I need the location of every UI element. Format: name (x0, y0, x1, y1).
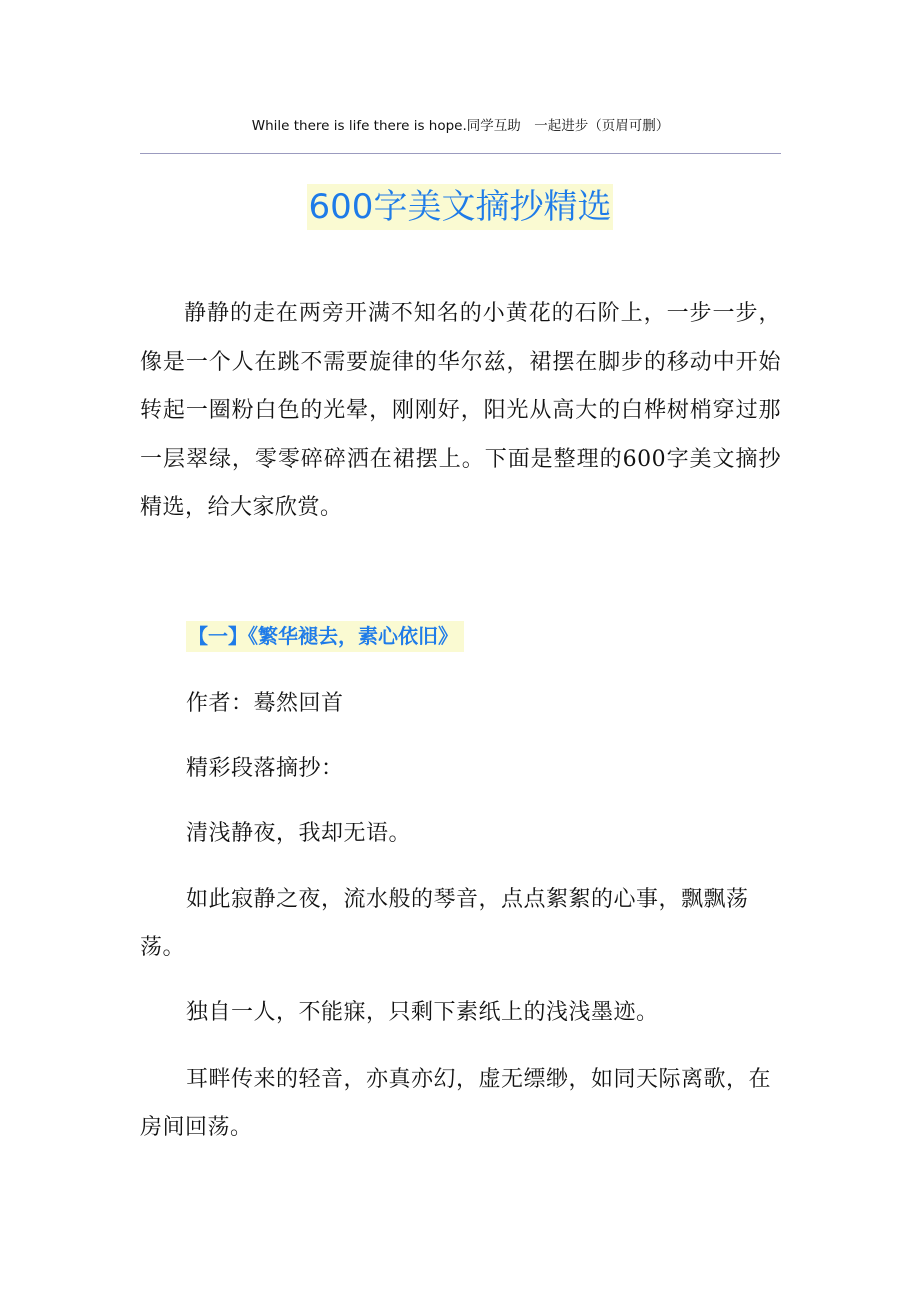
author-line: 作者：蓦然回首 (186, 691, 344, 716)
header-divider (140, 153, 781, 154)
section-heading: 【一】《繁华褪去，素心依旧》 (186, 621, 464, 652)
excerpt-label: 精彩段落摘抄： (186, 756, 344, 781)
title-container (0, 184, 920, 230)
intro-paragraph: 静静的走在两旁开满不知名的小黄花的石阶上，一步一步，像是一个人在跳不需要旋律的华尔兹，裙摆在脚步的移动中开始转起一圈粉白色的光晕，刚刚好，阳光从高大的白桦树梢穿过那一层翠绿，零零碎碎洒在裙摆上。下面是整理的600字美文摘抄精选，给大家欣赏。 (140, 301, 781, 520)
excerpt-paragraph-2: 如此寂静之夜，流水般的琴音，点点絮絮的心事，飘飘荡荡。 (140, 887, 749, 960)
excerpt-paragraph-3: 独自一人，不能寐，只剩下素纸上的浅浅墨迹。 (186, 1000, 659, 1025)
document-title: 600字美文摘抄精选 (307, 184, 614, 230)
page-header: While there is life there is hope.同学互助 一起进步（页眉可删） (251, 118, 670, 134)
excerpt-paragraph-4: 耳畔传来的轻音，亦真亦幻，虚无缥缈，如同天际离歌，在房间回荡。 (140, 1067, 772, 1140)
excerpt-paragraph-1: 清浅静夜，我却无语。 (186, 821, 412, 846)
